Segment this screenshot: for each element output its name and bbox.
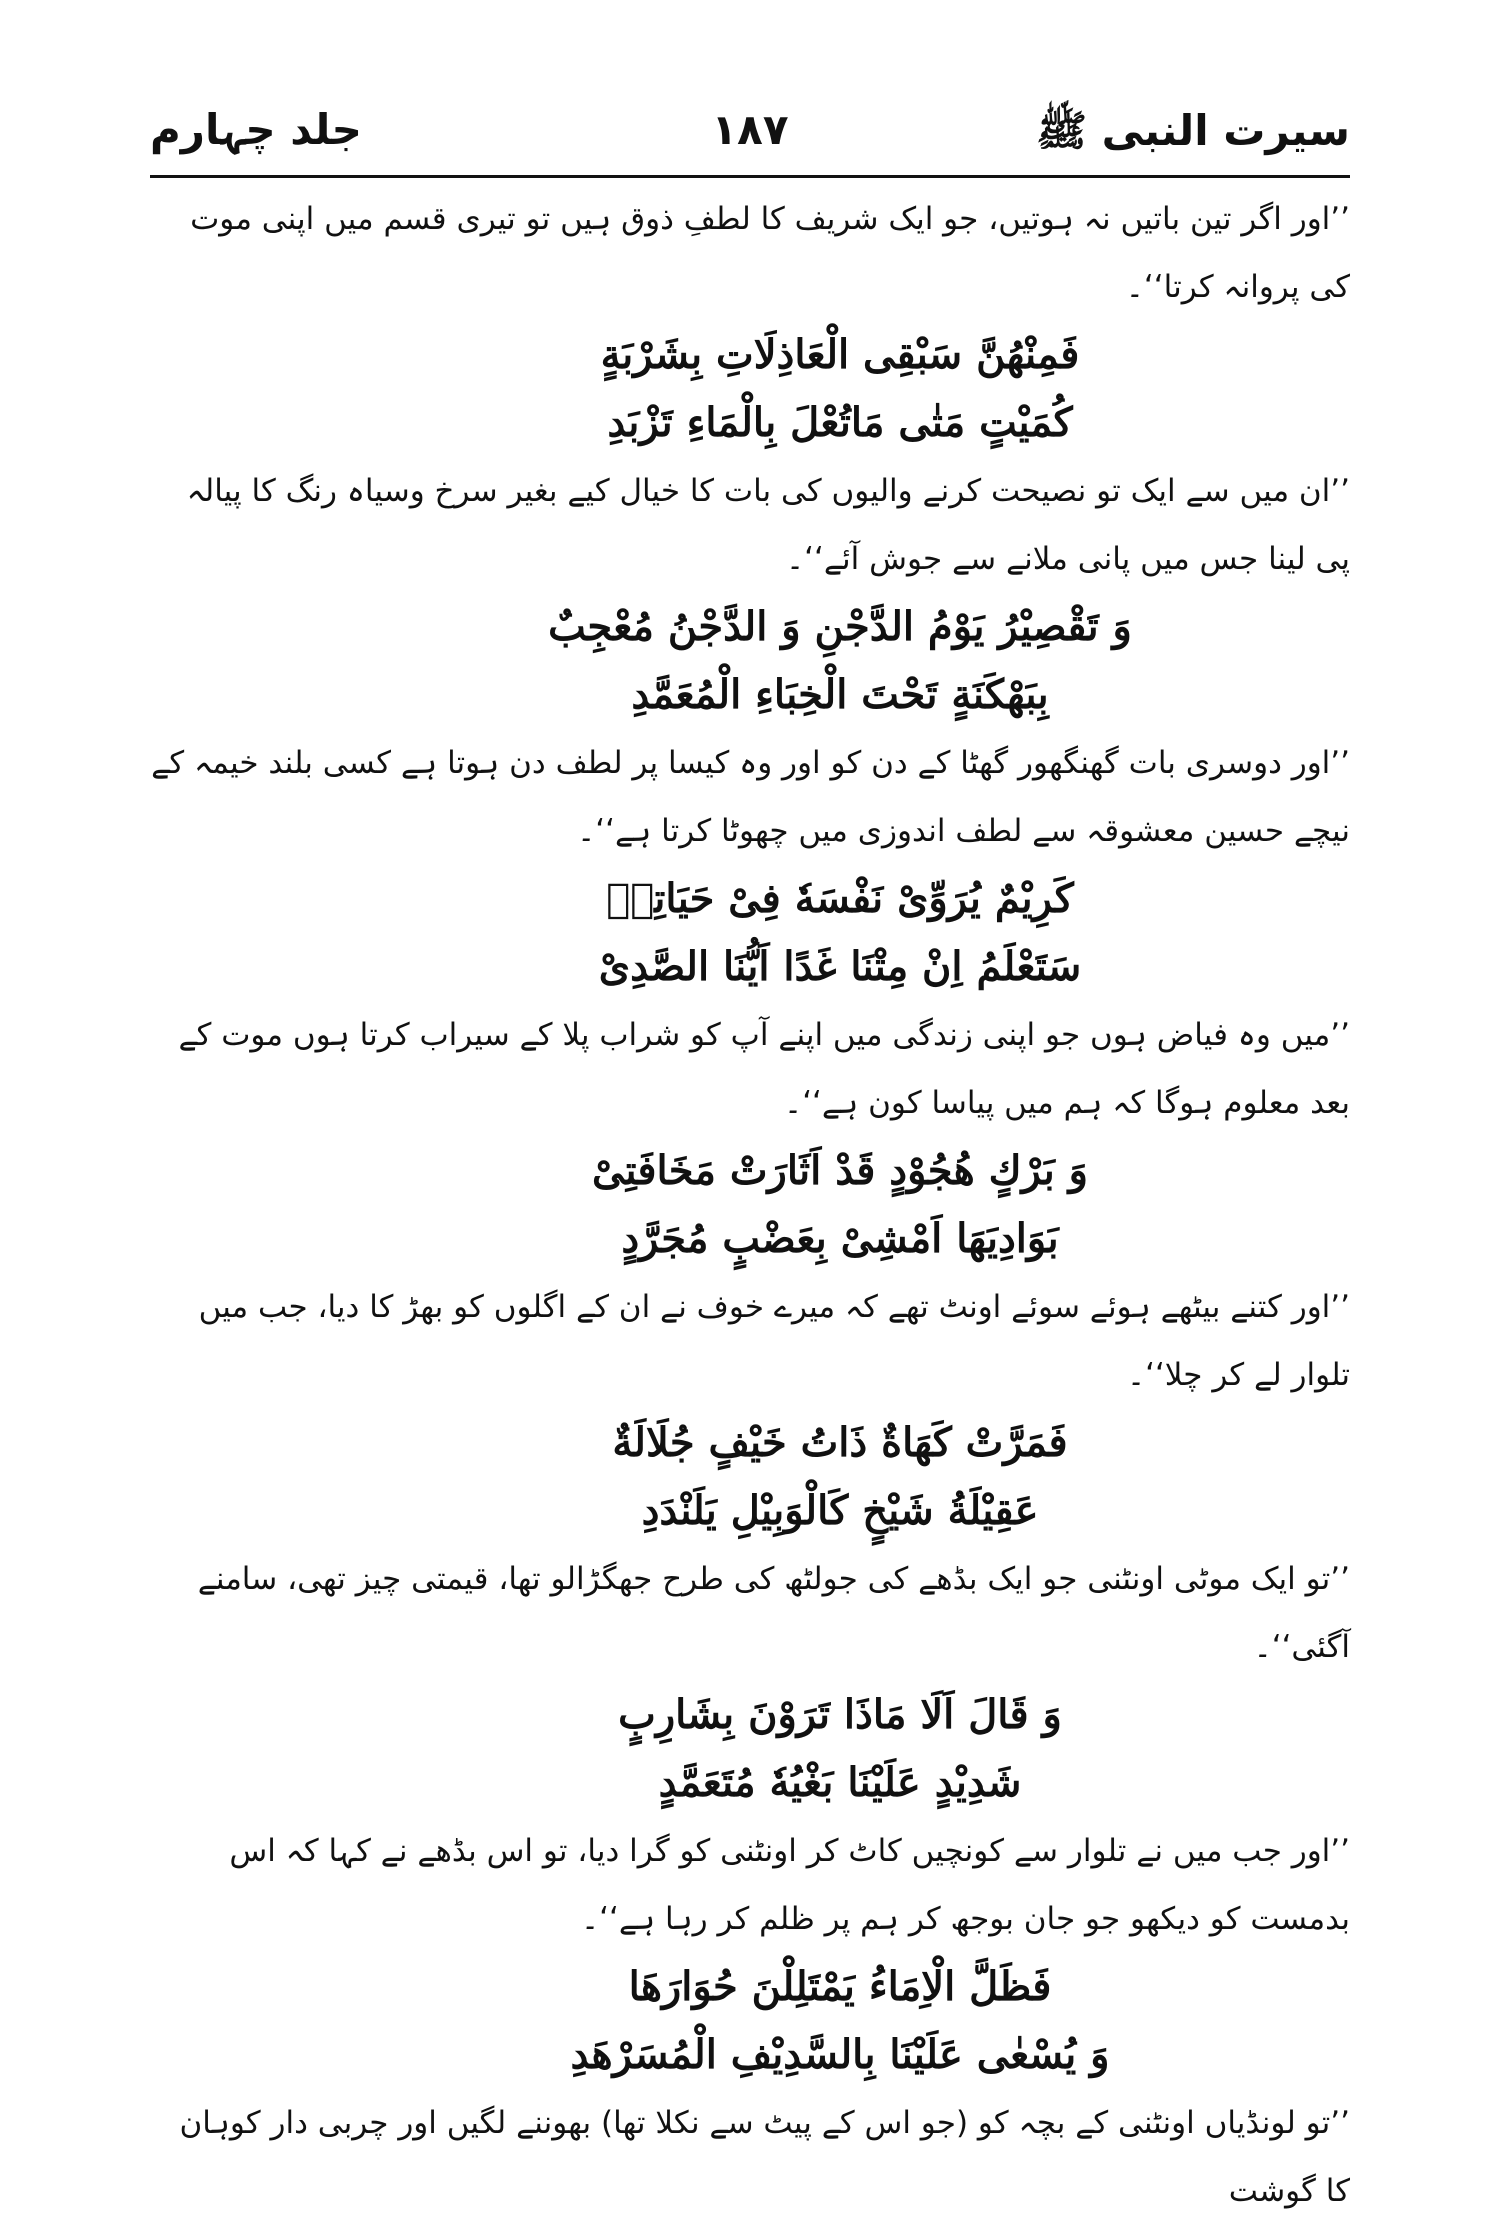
arabic-verse: وَ يُسْعٰى عَلَيْنَا بِالسَّدِيْفِ الْمُسَرْهَدِ xyxy=(570,2031,1110,2078)
translation-paragraph: ’’اور دوسری بات گھنگھور گھٹا کے دن کو اور وہ کیسا پر لطف دن ہوتا ہے کسی بلند خیمہ کے نیچے حسین معشوقہ سے لطف اندوزی میں چھوٹا کرتا ہے‘‘۔ xyxy=(151,745,1350,849)
arabic-verse: فَمَرَّتْ كَهَاةٌ ذَاتُ خَيْفٍ جُلَالَةٌ xyxy=(612,1419,1068,1466)
arabic-verse: فَمِنْهُنَّ سَبْقِى الْعَاذِلَاتِ بِشَرْبَةٍ xyxy=(600,331,1080,378)
arabic-verse: وَ تَقْصِيْرُ يَوْمُ الدَّجْنِ وَ الدَّجْنُ مُعْجِبٌ xyxy=(548,603,1132,650)
arabic-verse: بَوَادِيَهَا اَمْشِىْ بِعَضْبٍ مُجَرَّدٍ xyxy=(621,1215,1059,1262)
arabic-verse: كَرِيْمٌ يُرَوِّىْ نَفْسَهٗ فِىْ حَيَاتِهٖ xyxy=(606,875,1074,922)
translation-paragraph: ’’ان میں سے ایک تو نصیحت کرنے والیوں کی بات کا خیال کیے بغیر سرخ وسیاہ رنگ کا پیالہ پی لینا جس میں پانی ملانے سے جوش آئے‘‘۔ xyxy=(186,473,1350,577)
arabic-verse: بِبَهْكَنَةٍ تَحْتَ الْخِبَاءِ الْمُعَمَّدِ xyxy=(631,671,1049,718)
volume-label: جلد چہارم xyxy=(150,105,362,154)
translation-paragraph: ’’اور کتنے بیٹھے ہوئے سوئے اونٹ تھے کہ میرے خوف نے ان کے اگلوں کو بھڑ کا دیا، جب میں تلوار لے کر چلا‘‘۔ xyxy=(198,1289,1350,1393)
arabic-verse: سَتَعْلَمُ اِنْ مِتْنَا غَدًا اَيُّنَا الصَّدِىْ xyxy=(598,943,1082,990)
page-header xyxy=(150,105,1350,165)
header-rule xyxy=(150,175,1350,178)
arabic-verse: شَدِيْدٍ عَلَيْنَا بَغْيُهٗ مُتَعَمَّدٍ xyxy=(658,1759,1022,1806)
translation-paragraph: ’’میں وہ فیاض ہوں جو اپنی زندگی میں اپنے آپ کو شراب پلا کے سیراب کرتا ہوں موت کے بعد معلوم ہوگا کہ ہم میں پیاسا کون ہے‘‘۔ xyxy=(178,1017,1350,1121)
arabic-verse: عَقِيْلَةُ شَيْخٍ كَالْوَبِيْلِ يَلَنْدَدِ xyxy=(641,1487,1039,1534)
translation-paragraph: ’’اور اگر تین باتیں نہ ہوتیں، جو ایک شریف کا لطفِ ذوق ہیں تو تیری قسم میں اپنی موت کی پروانہ کرتا‘‘۔ xyxy=(190,201,1350,305)
arabic-verse: وَ بَرْكٍ هُجُوْدٍ قَدْ اَثَارَتْ مَخَافَتِىْ xyxy=(592,1147,1088,1194)
arabic-verse: كُمَيْتٍ مَتٰى مَاتُعْلَ بِالْمَاءِ تَزْبَدِ xyxy=(607,399,1073,446)
arabic-verse: وَ قَالَ اَلَا مَاذَا تَرَوْنَ بِشَارِبٍ xyxy=(618,1691,1062,1738)
arabic-verse: فَظَلَّ الْاِمَاءُ يَمْتَلِلْنَ حُوَارَهَا xyxy=(628,1963,1052,2010)
translation-paragraph: ’’تو لونڈیاں اونٹنی کے بچہ کو (جو اس کے پیٹ سے نکلا تھا) بھوننے لگیں اور چربی دار کوہان کا گوشت xyxy=(179,2105,1350,2209)
translation-paragraph: ’’اور جب میں نے تلوار سے کونچیں کاٹ کر اونٹنی کو گرا دیا، تو اس بڈھے نے کہا کہ اس بدمست کو دیکھو جو جان بوجھ کر ہم پر ظلم کر رہا ہے‘‘۔ xyxy=(229,1833,1350,1937)
page-body xyxy=(150,185,1350,2225)
book-title: سیرت النبی ﷺ xyxy=(1036,106,1350,155)
page-number: ۱۸۷ xyxy=(711,105,789,154)
translation-paragraph: ’’تو ایک موٹی اونٹنی جو ایک بڈھے کی جولٹھ کی طرح جھگڑالو تھا، قیمتی چیز تھی، سامنے آگئی‘‘۔ xyxy=(197,1561,1350,1665)
